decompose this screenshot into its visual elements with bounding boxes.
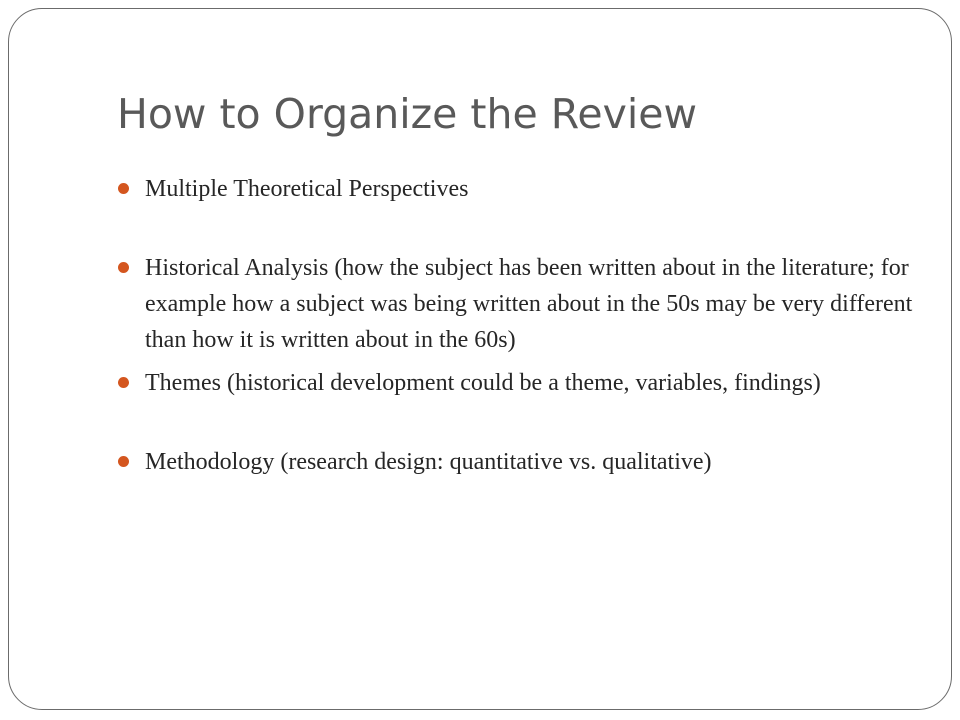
bullet-dot-icon — [118, 183, 129, 194]
slide-frame — [8, 8, 952, 710]
bullet-item-historical-analysis — [117, 250, 917, 358]
bullet-text: Methodology (research design: quantitative vs. qualitative) — [145, 449, 712, 475]
bullet-text: Themes (historical development could be a theme, variables, findings) — [145, 370, 821, 396]
bullet-text: Historical Analysis (how the subject has been written about in the literature; for example how a subject was being written about in the 50s may be very different than how it is written about in the 60s) — [145, 255, 913, 353]
bullet-dot-icon — [118, 456, 129, 467]
bullet-item-theoretical-perspectives — [117, 171, 917, 207]
bullet-text: Multiple Theoretical Perspectives — [145, 176, 469, 202]
slide-title: How to Organize the Review — [117, 90, 697, 138]
bullet-dot-icon — [118, 377, 129, 388]
bullet-list — [117, 171, 917, 480]
bullet-dot-icon — [118, 262, 129, 273]
bullet-item-methodology — [117, 444, 917, 480]
bullet-item-themes — [117, 365, 917, 401]
